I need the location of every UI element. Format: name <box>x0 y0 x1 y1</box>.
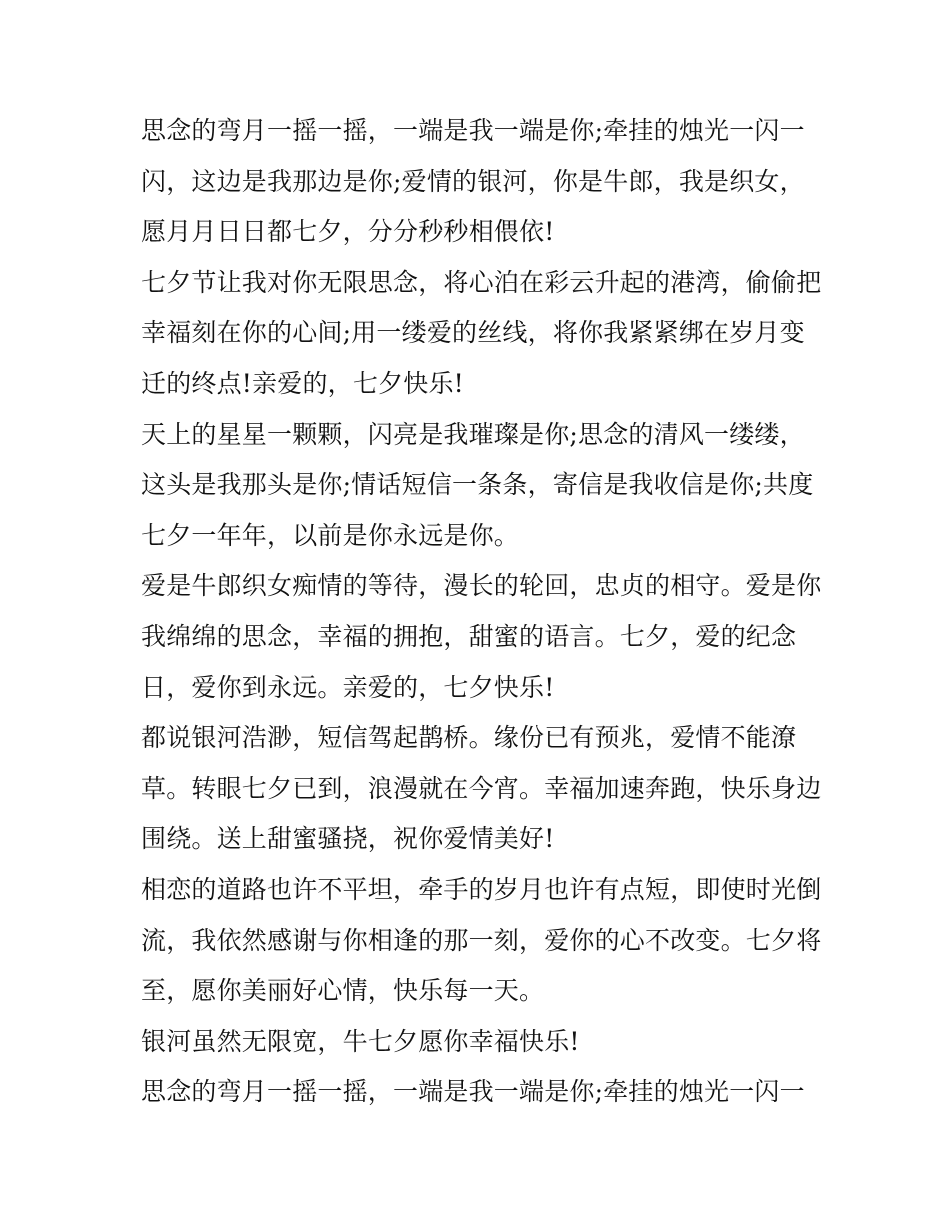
text-line: 我绵绵的思念，幸福的拥抱，甜蜜的语言。七夕，爱的纪念 <box>141 621 797 651</box>
document-body <box>141 106 821 1118</box>
text-line: 这头是我那头是你;情话短信一条条，寄信是我收信是你;共度 <box>141 470 814 500</box>
text-line: 迁的终点!亲爱的，七夕快乐! <box>141 368 464 398</box>
text-line: 愿月月日日都七夕，分分秒秒相偎依! <box>141 217 555 247</box>
text-line: 都说银河浩渺，短信驾起鹊桥。缘份已有预兆，爱情不能潦 <box>141 723 797 753</box>
text-line: 相恋的道路也许不平坦，牵手的岁月也许有点短，即使时光倒 <box>141 874 822 904</box>
text-line: 闪，这边是我那边是你;爱情的银河，你是牛郎，我是织女， <box>141 166 805 196</box>
text-line: 至，愿你美丽好心情，快乐每一天。 <box>141 976 545 1006</box>
text-line: 天上的星星一颗颗，闪亮是我璀璨是你;思念的清风一缕缕， <box>141 419 805 449</box>
text-line: 银河虽然无限宽，牛七夕愿你幸福快乐! <box>141 1026 580 1056</box>
text-line: 草。转眼七夕已到，浪漫就在今宵。幸福加速奔跑，快乐身边 <box>141 773 822 803</box>
text-line: 爱是牛郎织女痴情的等待，漫长的轮回，忠贞的相守。爱是你 <box>141 571 822 601</box>
text-line: 思念的弯月一摇一摇，一端是我一端是你;牵挂的烛光一闪一 <box>141 1077 805 1107</box>
text-line: 七夕一年年，以前是你永远是你。 <box>141 520 520 550</box>
text-line: 七夕节让我对你无限思念，将心泊在彩云升起的港湾，偷偷把 <box>141 267 822 297</box>
text-line: 幸福刻在你的心间;用一缕爱的丝线，将你我紧紧绑在岁月变 <box>141 318 805 348</box>
text-line: 围绕。送上甜蜜骚挠，祝你爱情美好! <box>141 824 555 854</box>
text-line: 思念的弯月一摇一摇，一端是我一端是你;牵挂的烛光一闪一 <box>141 116 805 145</box>
text-line: 流，我依然感谢与你相逢的那一刻，爱你的心不改变。七夕将 <box>141 925 822 955</box>
text-line: 日，爱你到永远。亲爱的，七夕快乐! <box>141 672 555 702</box>
